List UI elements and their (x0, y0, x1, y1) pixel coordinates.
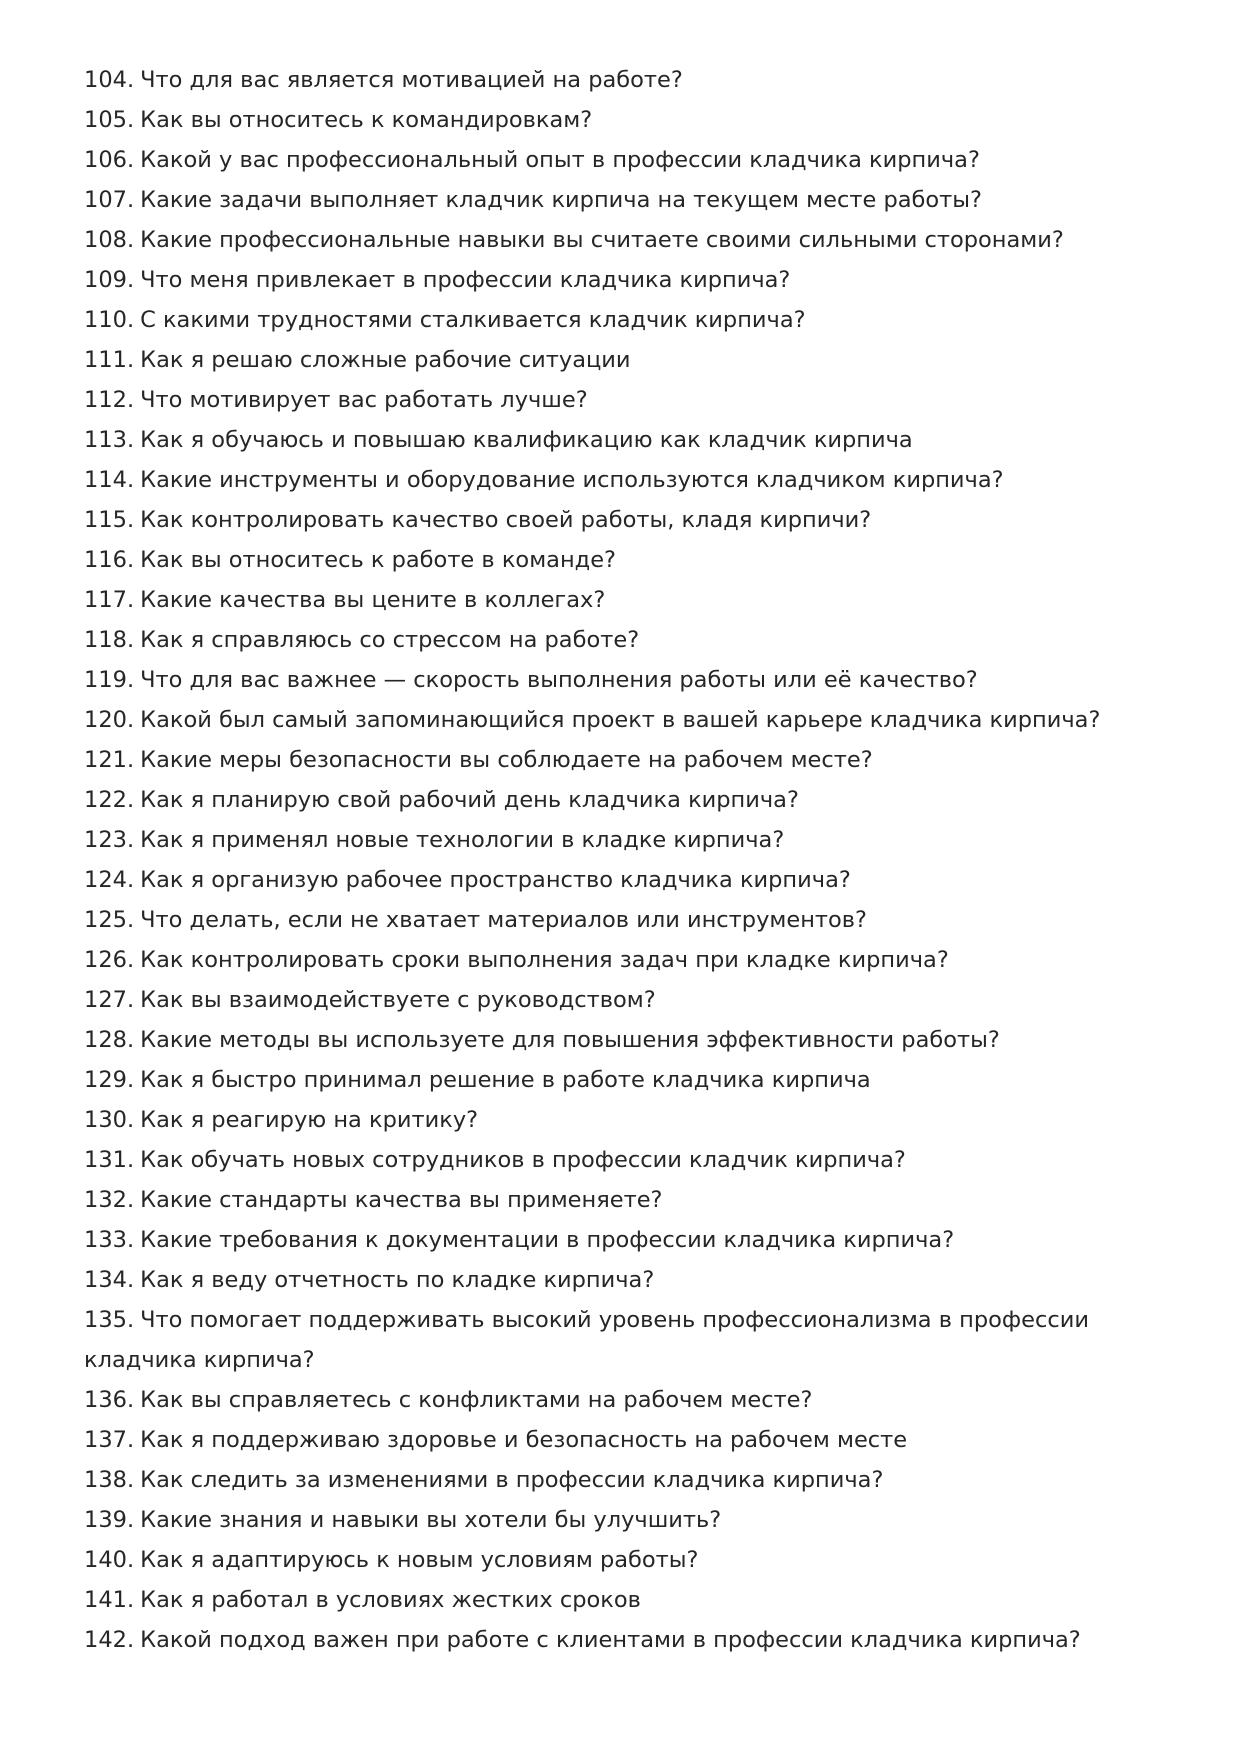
question-number: 129. (84, 1067, 135, 1093)
question-item (84, 380, 1164, 420)
question-item (84, 340, 1164, 380)
question-item (84, 980, 1164, 1020)
question-text: Как вы относитесь к работе в команде? (140, 547, 617, 573)
question-number: 116. (84, 547, 135, 573)
question-item (84, 780, 1164, 820)
question-item (84, 660, 1164, 700)
question-number: 132. (84, 1187, 135, 1213)
question-number: 114. (84, 467, 135, 493)
question-text: Как я быстро принимал решение в работе кладчика кирпича (140, 1067, 871, 1093)
question-item (84, 300, 1164, 340)
question-number: 127. (84, 987, 135, 1013)
question-text: Как я решаю сложные рабочие ситуации (140, 347, 631, 373)
question-number: 105. (84, 107, 135, 133)
question-item (84, 740, 1164, 780)
question-item (84, 1220, 1164, 1260)
question-text: Что меня привлекает в профессии кладчика кирпича? (140, 267, 791, 293)
question-text: Как контролировать качество своей работы, кладя кирпичи? (140, 507, 872, 533)
question-item (84, 1620, 1164, 1660)
question-item (84, 180, 1164, 220)
question-text: Что для вас важнее — скорость выполнения работы или её качество? (140, 667, 978, 693)
question-item (84, 460, 1164, 500)
question-item (84, 1260, 1164, 1300)
question-text: Что для вас является мотивацией на работе? (140, 67, 683, 93)
question-item (84, 1420, 1164, 1460)
question-number: 135. (84, 1307, 135, 1333)
question-item (84, 1020, 1164, 1060)
question-text: Как контролировать сроки выполнения задач при кладке кирпича? (140, 947, 949, 973)
question-item (84, 220, 1164, 260)
question-item (84, 1500, 1164, 1540)
question-item (84, 900, 1164, 940)
question-text: Какие инструменты и оборудование используются кладчиком кирпича? (140, 467, 1004, 493)
question-number: 137. (84, 1427, 135, 1453)
question-number: 136. (84, 1387, 135, 1413)
question-number: 131. (84, 1147, 135, 1173)
question-number: 130. (84, 1107, 135, 1133)
question-number: 115. (84, 507, 135, 533)
question-text: Какие стандарты качества вы применяете? (140, 1187, 663, 1213)
question-number: 142. (84, 1627, 135, 1653)
question-item (84, 1580, 1164, 1620)
question-text: Как я работал в условиях жестких сроков (140, 1587, 641, 1613)
question-item (84, 1380, 1164, 1420)
question-text: Как я поддерживаю здоровье и безопасность на рабочем месте (140, 1427, 908, 1453)
question-number: 106. (84, 147, 135, 173)
question-text: Как я веду отчетность по кладке кирпича? (140, 1267, 655, 1293)
question-text: Как я планирую свой рабочий день кладчика кирпича? (140, 787, 799, 813)
question-item (84, 1540, 1164, 1580)
question-number: 126. (84, 947, 135, 973)
question-text: Как вы справляетесь с конфликтами на рабочем месте? (140, 1387, 813, 1413)
question-item (84, 620, 1164, 660)
question-item (84, 140, 1164, 180)
question-number: 124. (84, 867, 135, 893)
question-text: Какие знания и навыки вы хотели бы улучшить? (140, 1507, 722, 1533)
question-text: Как я реагирую на критику? (140, 1107, 479, 1133)
question-item (84, 1300, 1164, 1380)
question-number: 111. (84, 347, 135, 373)
question-text: Какие задачи выполняет кладчик кирпича на текущем месте работы? (140, 187, 982, 213)
question-text: Как вы относитесь к командировкам? (140, 107, 593, 133)
question-text: Как я обучаюсь и повышаю квалификацию как кладчик кирпича (140, 427, 913, 453)
question-number: 112. (84, 387, 135, 413)
question-text: Как я применял новые технологии в кладке кирпича? (140, 827, 785, 853)
question-item (84, 420, 1164, 460)
question-number: 107. (84, 187, 135, 213)
question-number: 122. (84, 787, 135, 813)
question-text: Какой был самый запоминающийся проект в вашей карьере кладчика кирпича? (140, 707, 1101, 733)
question-item (84, 1100, 1164, 1140)
question-number: 108. (84, 227, 135, 253)
question-item (84, 1180, 1164, 1220)
question-number: 138. (84, 1467, 135, 1493)
question-item (84, 580, 1164, 620)
question-number: 139. (84, 1507, 135, 1533)
question-number: 141. (84, 1587, 135, 1613)
question-number: 117. (84, 587, 135, 613)
question-item (84, 860, 1164, 900)
question-number: 140. (84, 1547, 135, 1573)
question-text: Как я справляюсь со стрессом на работе? (140, 627, 640, 653)
question-number: 119. (84, 667, 135, 693)
question-number: 109. (84, 267, 135, 293)
question-text: Какие методы вы используете для повышения эффективности работы? (140, 1027, 1000, 1053)
question-text: Как обучать новых сотрудников в профессии кладчик кирпича? (140, 1147, 906, 1173)
question-item (84, 700, 1164, 740)
question-text: Какие требования к документации в профессии кладчика кирпича? (140, 1227, 955, 1253)
question-item (84, 260, 1164, 300)
question-item (84, 100, 1164, 140)
question-item (84, 820, 1164, 860)
question-list (84, 60, 1164, 1660)
question-text: Что делать, если не хватает материалов или инструментов? (140, 907, 867, 933)
question-text: Как вы взаимодействуете с руководством? (140, 987, 656, 1013)
question-text: Какие качества вы цените в коллегах? (140, 587, 606, 613)
question-number: 123. (84, 827, 135, 853)
question-item (84, 940, 1164, 980)
question-text: Что мотивирует вас работать лучше? (140, 387, 588, 413)
question-number: 125. (84, 907, 135, 933)
question-text: Какой у вас профессиональный опыт в профессии кладчика кирпича? (140, 147, 980, 173)
question-item (84, 1060, 1164, 1100)
question-number: 104. (84, 67, 135, 93)
question-text: Какие профессиональные навыки вы считаете своими сильными сторонами? (140, 227, 1064, 253)
question-text: Что помогает поддерживать высокий уровень профессионализма в профессии кладчика кирпича? (84, 1307, 1089, 1373)
question-number: 113. (84, 427, 135, 453)
question-item (84, 1460, 1164, 1500)
question-item (84, 1140, 1164, 1180)
question-text: Какой подход важен при работе с клиентами в профессии кладчика кирпича? (140, 1627, 1081, 1653)
question-text: Как я организую рабочее пространство кладчика кирпича? (140, 867, 851, 893)
question-item (84, 540, 1164, 580)
question-item (84, 60, 1164, 100)
question-text: С какими трудностями сталкивается кладчик кирпича? (140, 307, 806, 333)
question-number: 118. (84, 627, 135, 653)
question-text: Как я адаптируюсь к новым условиям работы? (140, 1547, 699, 1573)
question-number: 128. (84, 1027, 135, 1053)
question-number: 120. (84, 707, 135, 733)
question-number: 110. (84, 307, 135, 333)
question-text: Какие меры безопасности вы соблюдаете на рабочем месте? (140, 747, 873, 773)
question-number: 134. (84, 1267, 135, 1293)
question-text: Как следить за изменениями в профессии кладчика кирпича? (140, 1467, 884, 1493)
question-item (84, 500, 1164, 540)
question-number: 133. (84, 1227, 135, 1253)
question-number: 121. (84, 747, 135, 773)
